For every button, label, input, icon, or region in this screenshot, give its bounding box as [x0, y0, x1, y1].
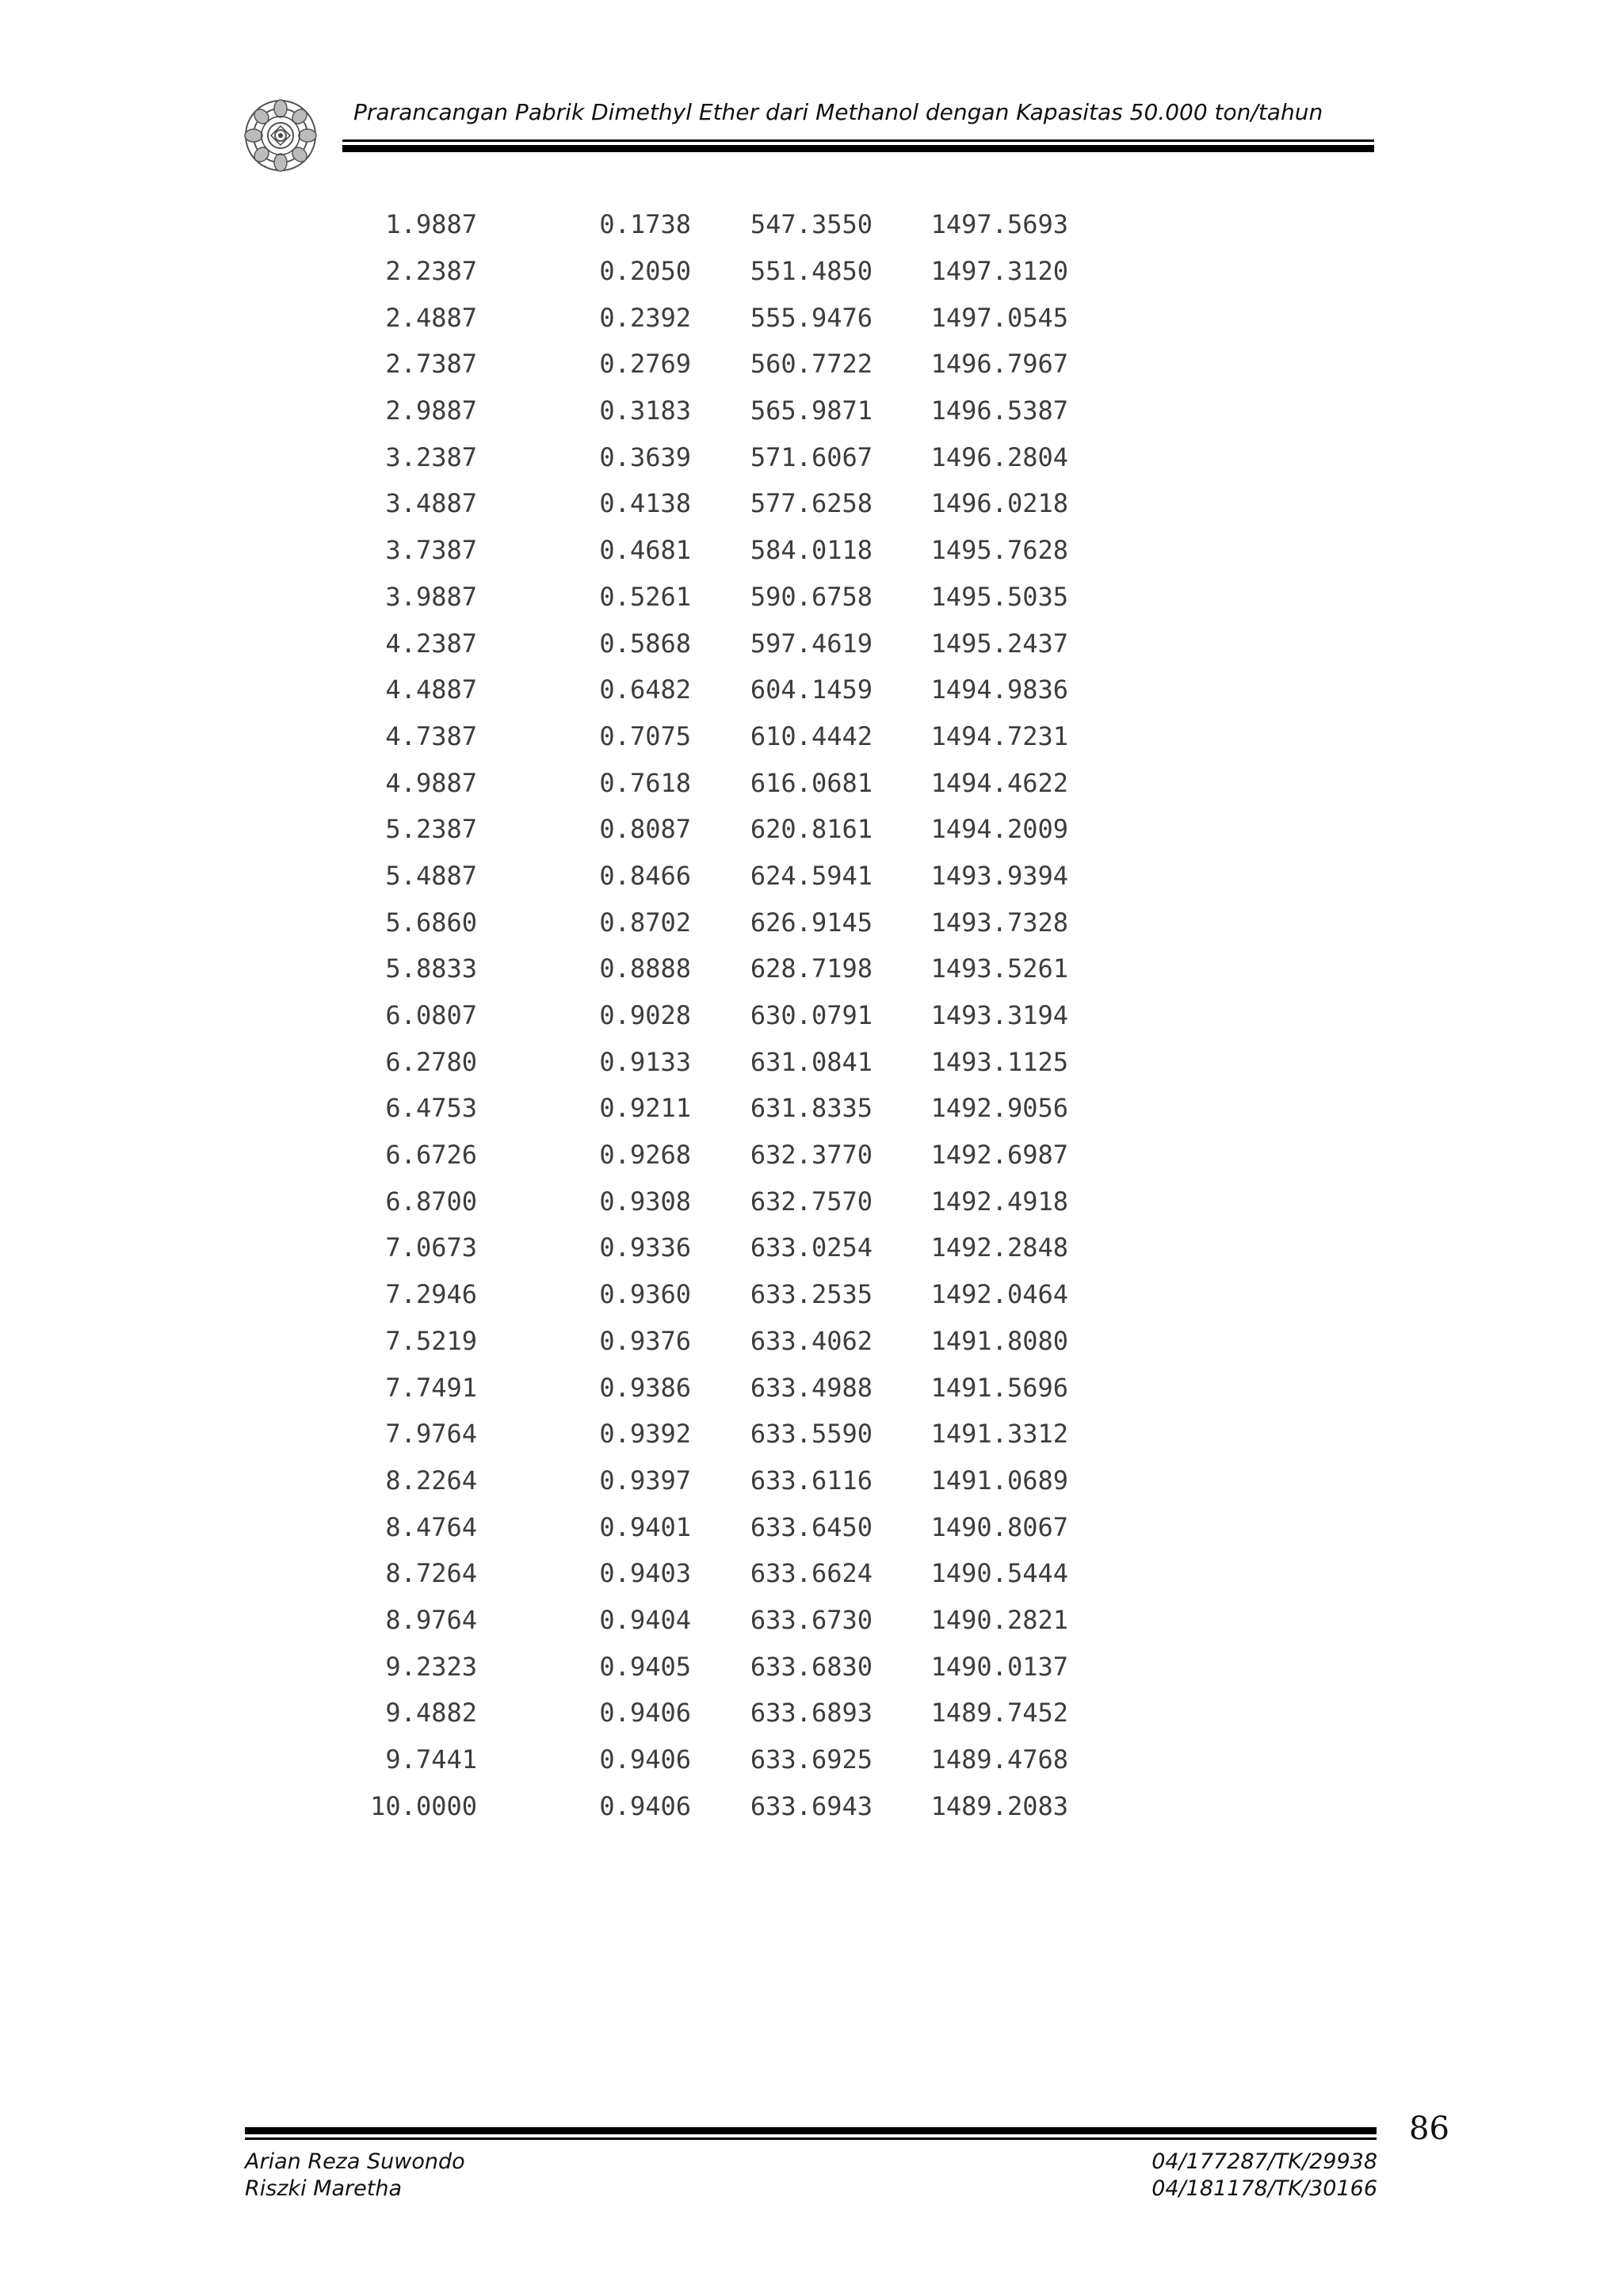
- table-cell: 8.4764: [385, 1511, 477, 1542]
- table-row: [342, 1690, 1068, 1736]
- table-cell: 590.6758: [750, 581, 873, 612]
- table-cell: 1493.3194: [930, 1000, 1068, 1031]
- table-cell: 0.9404: [599, 1604, 691, 1635]
- table-cell: 5.2387: [385, 814, 477, 845]
- table-row: [342, 388, 1068, 434]
- table-row: [342, 1457, 1068, 1504]
- table-cell: 1497.5693: [930, 209, 1068, 240]
- table-cell: 0.7618: [599, 767, 691, 798]
- table-cell: 1497.3120: [930, 256, 1068, 287]
- author-name: Arian Reza Suwondo: [245, 2149, 465, 2174]
- table-cell: 3.4887: [385, 488, 477, 519]
- table-cell: 633.6893: [750, 1698, 873, 1729]
- table-cell: 577.6258: [750, 488, 873, 519]
- table-row: [342, 294, 1068, 341]
- table-cell: 1496.2804: [930, 441, 1068, 472]
- footer-divider: [245, 2127, 1377, 2140]
- table-cell: 6.8700: [385, 1186, 477, 1217]
- table-cell: 0.9360: [599, 1279, 691, 1310]
- table-cell: 631.8335: [750, 1093, 873, 1124]
- table-cell: 6.2780: [385, 1046, 477, 1077]
- table-row: [342, 527, 1068, 574]
- table-cell: 633.6730: [750, 1604, 873, 1635]
- table-cell: 551.4850: [750, 256, 873, 287]
- page-number: 86: [1409, 2111, 1449, 2147]
- table-cell: 633.6943: [750, 1790, 873, 1821]
- table-cell: 0.9211: [599, 1093, 691, 1124]
- table-row: [342, 946, 1068, 992]
- table-cell: 0.9401: [599, 1511, 691, 1542]
- table-cell: 0.8888: [599, 953, 691, 984]
- table-cell: 5.4887: [385, 860, 477, 891]
- table-cell: 0.3183: [599, 395, 691, 426]
- table-cell: 5.6860: [385, 907, 477, 938]
- table-row: [342, 1736, 1068, 1783]
- table-cell: 4.2387: [385, 628, 477, 659]
- table-cell: 0.6482: [599, 674, 691, 705]
- table-cell: 620.8161: [750, 814, 873, 845]
- table-cell: 0.8466: [599, 860, 691, 891]
- table-cell: 0.9386: [599, 1372, 691, 1403]
- table-cell: 4.9887: [385, 767, 477, 798]
- table-row: [342, 434, 1068, 480]
- table-cell: 0.9308: [599, 1186, 691, 1217]
- table-cell: 1495.5035: [930, 581, 1068, 612]
- table-cell: 1490.8067: [930, 1511, 1068, 1542]
- table-cell: 0.9406: [599, 1698, 691, 1729]
- table-row: [342, 201, 1068, 248]
- footer-authors: [245, 2149, 465, 2202]
- table-cell: 0.8702: [599, 907, 691, 938]
- table-cell: 0.9392: [599, 1419, 691, 1450]
- table-cell: 633.2535: [750, 1279, 873, 1310]
- table-row: [342, 341, 1068, 388]
- table-cell: 0.9133: [599, 1046, 691, 1077]
- table-cell: 4.7387: [385, 720, 477, 751]
- table-cell: 1489.4768: [930, 1744, 1068, 1775]
- table-cell: 0.9268: [599, 1140, 691, 1171]
- table-cell: 1497.0545: [930, 302, 1068, 333]
- table-row: [342, 248, 1068, 295]
- table-cell: 2.7387: [385, 349, 477, 380]
- table-cell: 560.7722: [750, 349, 873, 380]
- footer-student-ids: [1070, 2149, 1377, 2202]
- table-cell: 626.9145: [750, 907, 873, 938]
- table-cell: 7.9764: [385, 1419, 477, 1450]
- table-cell: 633.6450: [750, 1511, 873, 1542]
- table-cell: 1489.7452: [930, 1698, 1068, 1729]
- table-row: [342, 1038, 1068, 1085]
- table-cell: 633.6624: [750, 1558, 873, 1589]
- table-cell: 0.9403: [599, 1558, 691, 1589]
- table-cell: 1490.2821: [930, 1604, 1068, 1635]
- table-cell: 0.4138: [599, 488, 691, 519]
- table-cell: 3.9887: [385, 581, 477, 612]
- table-row: [342, 1318, 1068, 1365]
- table-cell: 1490.5444: [930, 1558, 1068, 1589]
- table-cell: 1496.0218: [930, 488, 1068, 519]
- table-row: [342, 806, 1068, 853]
- table-cell: 1496.7967: [930, 349, 1068, 380]
- table-cell: 1492.2848: [930, 1232, 1068, 1263]
- table-cell: 631.0841: [750, 1046, 873, 1077]
- table-cell: 0.9397: [599, 1465, 691, 1496]
- table-cell: 6.0807: [385, 1000, 477, 1031]
- table-row: [342, 620, 1068, 667]
- table-cell: 6.6726: [385, 1140, 477, 1171]
- table-cell: 1491.5696: [930, 1372, 1068, 1403]
- table-row: [342, 899, 1068, 946]
- table-cell: 2.9887: [385, 395, 477, 426]
- student-id: 04/181178/TK/30166: [1151, 2176, 1377, 2201]
- table-cell: 1494.2009: [930, 814, 1068, 845]
- data-table: [342, 201, 1068, 1829]
- table-cell: 2.2387: [385, 256, 477, 287]
- table-cell: 8.2264: [385, 1465, 477, 1496]
- table-cell: 0.9406: [599, 1790, 691, 1821]
- table-cell: 7.2946: [385, 1279, 477, 1310]
- table-cell: 1490.0137: [930, 1651, 1068, 1682]
- table-cell: 633.6925: [750, 1744, 873, 1775]
- table-row: [342, 1782, 1068, 1829]
- table-cell: 4.4887: [385, 674, 477, 705]
- table-cell: 1492.0464: [930, 1279, 1068, 1310]
- table-cell: 1493.7328: [930, 907, 1068, 938]
- table-cell: 1492.9056: [930, 1093, 1068, 1124]
- table-cell: 0.9406: [599, 1744, 691, 1775]
- table-cell: 1494.7231: [930, 720, 1068, 751]
- table-cell: 633.6830: [750, 1651, 873, 1682]
- table-cell: 1495.2437: [930, 628, 1068, 659]
- table-cell: 610.4442: [750, 720, 873, 751]
- table-cell: 8.7264: [385, 1558, 477, 1589]
- university-seal-logo: [242, 97, 319, 174]
- table-cell: 584.0118: [750, 535, 873, 566]
- table-row: [342, 1364, 1068, 1411]
- table-cell: 1495.7628: [930, 535, 1068, 566]
- document-header-title: Prarancangan Pabrik Dimethyl Ether dari Methanol dengan Kapasitas 50.000 ton/tahun: [353, 99, 1323, 125]
- table-cell: 0.8087: [599, 814, 691, 845]
- header-divider: [342, 139, 1374, 152]
- table-cell: 633.4988: [750, 1372, 873, 1403]
- table-cell: 0.5868: [599, 628, 691, 659]
- table-cell: 5.8833: [385, 953, 477, 984]
- table-cell: 604.1459: [750, 674, 873, 705]
- table-cell: 0.2769: [599, 349, 691, 380]
- table-row: [342, 713, 1068, 760]
- table-row: [342, 1085, 1068, 1132]
- table-cell: 3.2387: [385, 441, 477, 472]
- table-cell: 0.2050: [599, 256, 691, 287]
- table-cell: 9.2323: [385, 1651, 477, 1682]
- table-row: [342, 992, 1068, 1039]
- table-row: [342, 480, 1068, 527]
- table-cell: 633.6116: [750, 1465, 873, 1496]
- table-cell: 1491.0689: [930, 1465, 1068, 1496]
- table-row: [342, 1132, 1068, 1179]
- table-cell: 0.9028: [599, 1000, 691, 1031]
- table-cell: 571.6067: [750, 441, 873, 472]
- table-cell: 633.0254: [750, 1232, 873, 1263]
- table-row: [342, 1224, 1068, 1271]
- table-cell: 1496.5387: [930, 395, 1068, 426]
- table-row: [342, 1271, 1068, 1318]
- table-row: [342, 667, 1068, 713]
- table-row: [342, 1178, 1068, 1224]
- table-cell: 0.7075: [599, 720, 691, 751]
- table-row: [342, 1411, 1068, 1457]
- table-row: [342, 853, 1068, 900]
- table-cell: 1.9887: [385, 209, 477, 240]
- table-cell: 1493.1125: [930, 1046, 1068, 1077]
- table-row: [342, 1597, 1068, 1644]
- table-cell: 1493.9394: [930, 860, 1068, 891]
- table-cell: 555.9476: [750, 302, 873, 333]
- table-cell: 1492.4918: [930, 1186, 1068, 1217]
- table-row: [342, 1503, 1068, 1550]
- table-cell: 632.3770: [750, 1140, 873, 1171]
- table-row: [342, 574, 1068, 621]
- table-cell: 8.9764: [385, 1604, 477, 1635]
- table-cell: 0.5261: [599, 581, 691, 612]
- table-cell: 630.0791: [750, 1000, 873, 1031]
- table-cell: 0.9376: [599, 1325, 691, 1356]
- table-cell: 0.9405: [599, 1651, 691, 1682]
- table-cell: 616.0681: [750, 767, 873, 798]
- table-cell: 9.7441: [385, 1744, 477, 1775]
- table-row: [342, 1643, 1068, 1690]
- student-id: 04/177287/TK/29938: [1151, 2149, 1377, 2174]
- table-cell: 3.7387: [385, 535, 477, 566]
- table-cell: 2.4887: [385, 302, 477, 333]
- table-cell: 565.9871: [750, 395, 873, 426]
- table-cell: 547.3550: [750, 209, 873, 240]
- table-cell: 633.4062: [750, 1325, 873, 1356]
- table-cell: 6.4753: [385, 1093, 477, 1124]
- table-cell: 9.4882: [385, 1698, 477, 1729]
- table-cell: 1494.4622: [930, 767, 1068, 798]
- table-cell: 1492.6987: [930, 1140, 1068, 1171]
- table-cell: 633.5590: [750, 1419, 873, 1450]
- table-cell: 0.4681: [599, 535, 691, 566]
- table-cell: 10.0000: [370, 1790, 477, 1821]
- table-cell: 7.5219: [385, 1325, 477, 1356]
- table-cell: 597.4619: [750, 628, 873, 659]
- table-cell: 1494.9836: [930, 674, 1068, 705]
- table-cell: 1491.8080: [930, 1325, 1068, 1356]
- table-cell: 0.2392: [599, 302, 691, 333]
- table-cell: 1489.2083: [930, 1790, 1068, 1821]
- table-cell: 624.5941: [750, 860, 873, 891]
- author-name: Riszki Maretha: [245, 2176, 403, 2201]
- table-cell: 1493.5261: [930, 953, 1068, 984]
- table-cell: 7.0673: [385, 1232, 477, 1263]
- table-cell: 628.7198: [750, 953, 873, 984]
- table-cell: 1491.3312: [930, 1419, 1068, 1450]
- table-row: [342, 759, 1068, 806]
- table-cell: 0.1738: [599, 209, 691, 240]
- table-cell: 7.7491: [385, 1372, 477, 1403]
- data-table-body: [342, 201, 1068, 1829]
- table-row: [342, 1550, 1068, 1597]
- table-cell: 0.3639: [599, 441, 691, 472]
- table-cell: 632.7570: [750, 1186, 873, 1217]
- table-cell: 0.9336: [599, 1232, 691, 1263]
